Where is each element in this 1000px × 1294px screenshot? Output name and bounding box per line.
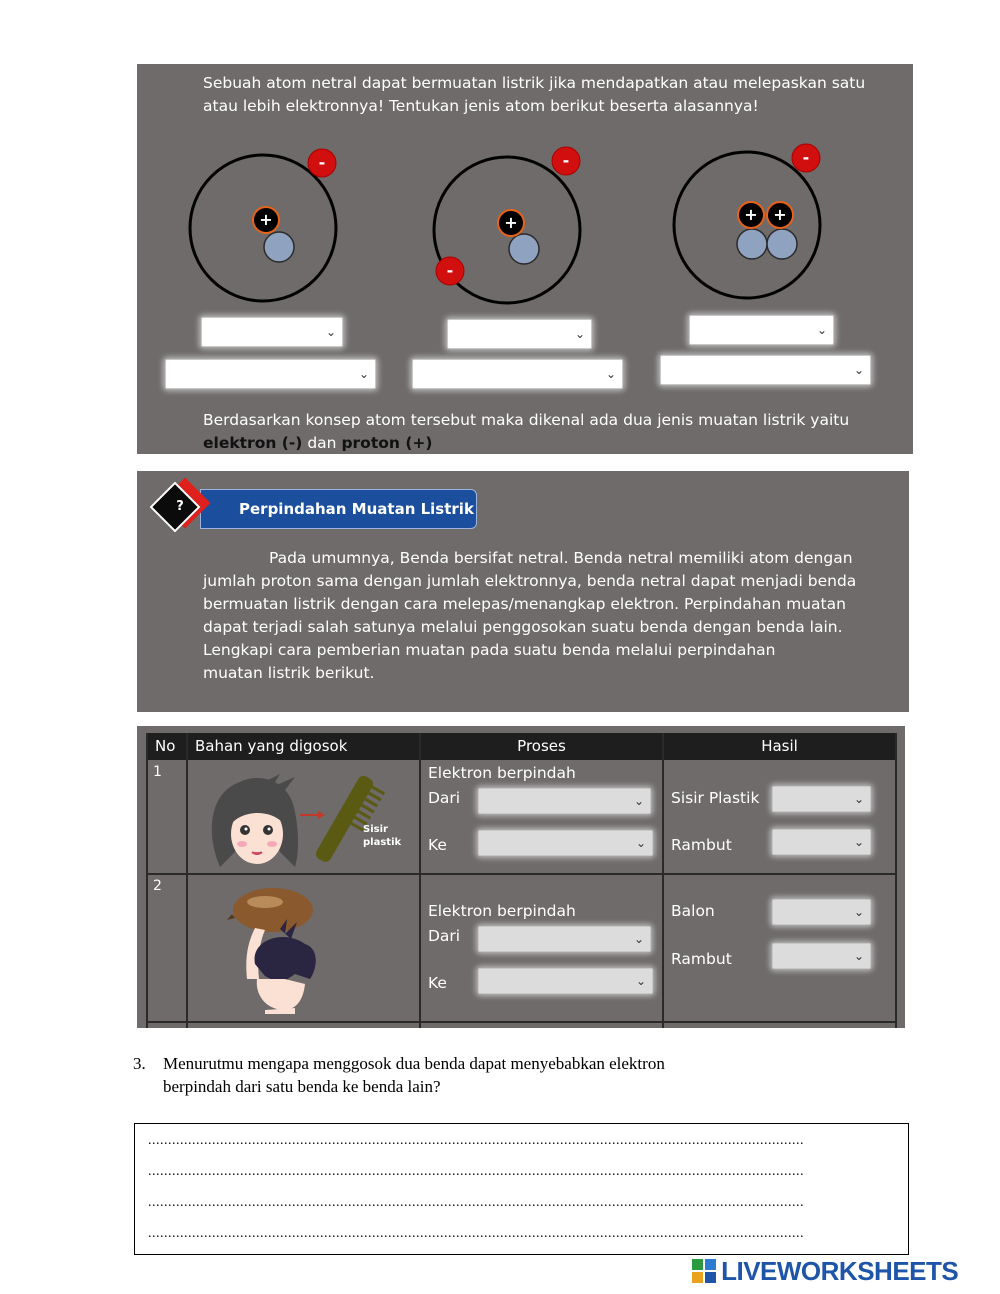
- atom1-reason-dropdown[interactable]: [165, 359, 376, 389]
- proton-sign: +: [744, 205, 758, 224]
- badge-number: ?: [176, 499, 184, 514]
- table-border: [186, 733, 188, 1028]
- row2-from-label: Dari: [428, 927, 461, 945]
- closing-prefix: Berdasarkan konsep atom tersebut maka dikenal ada dua jenis muatan listrik yaitu: [203, 411, 850, 429]
- question-line1: Menurutmu mengapa menggosok dua benda dapat menyebabkan elektron: [163, 1054, 665, 1073]
- row2-from-dropdown[interactable]: [478, 926, 651, 952]
- atom-closing-text: [203, 409, 893, 455]
- chevron-down-icon: ⌄: [853, 905, 864, 919]
- chevron-down-icon: ⌄: [358, 367, 369, 381]
- proton-sign: +: [504, 213, 518, 232]
- answer-line[interactable]: ....................................................................................................................................................................: [148, 1164, 804, 1179]
- chevron-down-icon: ⌄: [853, 835, 864, 849]
- atom-1: [190, 149, 336, 301]
- comb-label: Sisir plastik: [363, 824, 402, 848]
- header-result: Hasil: [761, 737, 798, 755]
- header-process: Proses: [517, 737, 566, 755]
- answer-line[interactable]: ....................................................................................................................................................................: [148, 1226, 804, 1241]
- chevron-down-icon: ⌄: [816, 323, 827, 337]
- closing-proton: proton (+): [341, 434, 433, 452]
- proton-sign: +: [773, 205, 787, 224]
- electron-sign: -: [318, 153, 326, 172]
- balloon-hair-illustration: [225, 884, 335, 1014]
- chevron-down-icon: ⌄: [574, 327, 585, 341]
- chevron-down-icon: ⌄: [853, 363, 864, 377]
- row1-process-title: Elektron berpindah: [428, 764, 576, 782]
- neutron: [509, 234, 539, 264]
- answer-line[interactable]: ....................................................................................................................................................................: [148, 1195, 804, 1210]
- liveworksheets-logo[interactable]: [692, 1258, 958, 1284]
- section-title-bar: [200, 489, 477, 529]
- closing-electron: elektron (-): [203, 434, 303, 452]
- row1-result2-label: Rambut: [671, 836, 732, 854]
- question-number: 3.: [133, 1054, 146, 1073]
- atom-2: [434, 147, 580, 303]
- row1-result1-label: Sisir Plastik: [671, 789, 760, 807]
- neutron: [264, 232, 294, 262]
- table-border: [895, 733, 897, 1028]
- row2-result1-label: Balon: [671, 902, 715, 920]
- transfer-instruction: Lengkapi cara pemberian muatan pada suatu benda melalui perpindahan muatan listrik berikut.: [203, 641, 776, 682]
- row1-result2-dropdown[interactable]: [772, 829, 871, 855]
- row1-to-dropdown[interactable]: [478, 830, 653, 856]
- closing-dan: dan: [307, 434, 337, 452]
- row1-from-label: Dari: [428, 789, 461, 807]
- table-border: [146, 873, 897, 875]
- chevron-down-icon: ⌄: [605, 367, 616, 381]
- row2-result2-label: Rambut: [671, 950, 732, 968]
- atom-intro-text: Sebuah atom netral dapat bermuatan listrik jika mendapatkan atau melepaskan satu atau lebih elektronnya! Tentukan jenis atom berikut beserta alasannya!: [203, 74, 866, 115]
- atom3-type-dropdown[interactable]: [689, 315, 834, 345]
- electron-sign: -: [562, 151, 570, 170]
- header-no: No: [155, 737, 176, 755]
- chevron-down-icon: ⌄: [635, 974, 646, 988]
- row1-number: 1: [153, 764, 162, 780]
- answer-line[interactable]: ....................................................................................................................................................................: [148, 1133, 804, 1148]
- atom-diagrams: [137, 140, 913, 310]
- row1-from-dropdown[interactable]: [478, 788, 651, 814]
- row1-to-label: Ke: [428, 836, 447, 854]
- row2-result1-dropdown[interactable]: [772, 899, 871, 925]
- row2-result2-dropdown[interactable]: [772, 943, 871, 969]
- neutron: [767, 229, 797, 259]
- row2-to-dropdown[interactable]: [478, 968, 653, 994]
- liveworksheets-logo-icon: [692, 1259, 716, 1283]
- neutron: [737, 229, 767, 259]
- transfer-paragraph: Pada umumnya, Benda bersifat netral. Benda netral memiliki atom dengan jumlah proton sama dengan jumlah elektronnya, benda netral dapat menjadi benda bermuatan listrik dengan cara melepas/menangkap elektron. Perpindahan muatan dapat terjadi salah satunya melalui penggosokan suatu benda dengan benda lain.: [203, 549, 857, 636]
- atom3-reason-dropdown[interactable]: [660, 355, 871, 385]
- table-border: [662, 733, 664, 1028]
- liveworksheets-wordmark: LIVEWORKSHEETS: [721, 1256, 959, 1286]
- chevron-down-icon: ⌄: [325, 325, 336, 339]
- hair-comb-illustration: [200, 772, 410, 872]
- row2-to-label: Ke: [428, 974, 447, 992]
- proton-sign: +: [259, 210, 273, 229]
- row2-number: 2: [153, 878, 162, 894]
- chevron-down-icon: ⌄: [633, 932, 644, 946]
- row1-result1-dropdown[interactable]: [772, 786, 871, 812]
- table-border: [146, 1021, 897, 1023]
- table-border: [419, 733, 421, 1028]
- atom1-type-dropdown[interactable]: [201, 317, 343, 347]
- atom2-reason-dropdown[interactable]: [412, 359, 623, 389]
- question-line2: berpindah dari satu benda ke benda lain?: [163, 1077, 441, 1096]
- section-title: Perpindahan Muatan Listrik: [239, 500, 474, 518]
- chevron-down-icon: ⌄: [633, 794, 644, 808]
- atom2-type-dropdown[interactable]: [447, 319, 592, 349]
- row2-process-title: Elektron berpindah: [428, 902, 576, 920]
- header-material: Bahan yang digosok: [195, 737, 348, 755]
- table-border: [146, 733, 148, 1028]
- electron-sign: -: [446, 261, 454, 280]
- chevron-down-icon: ⌄: [853, 949, 864, 963]
- electron-sign: -: [802, 148, 810, 167]
- atom-3: [674, 144, 820, 298]
- chevron-down-icon: ⌄: [853, 792, 864, 806]
- chevron-down-icon: ⌄: [635, 836, 646, 850]
